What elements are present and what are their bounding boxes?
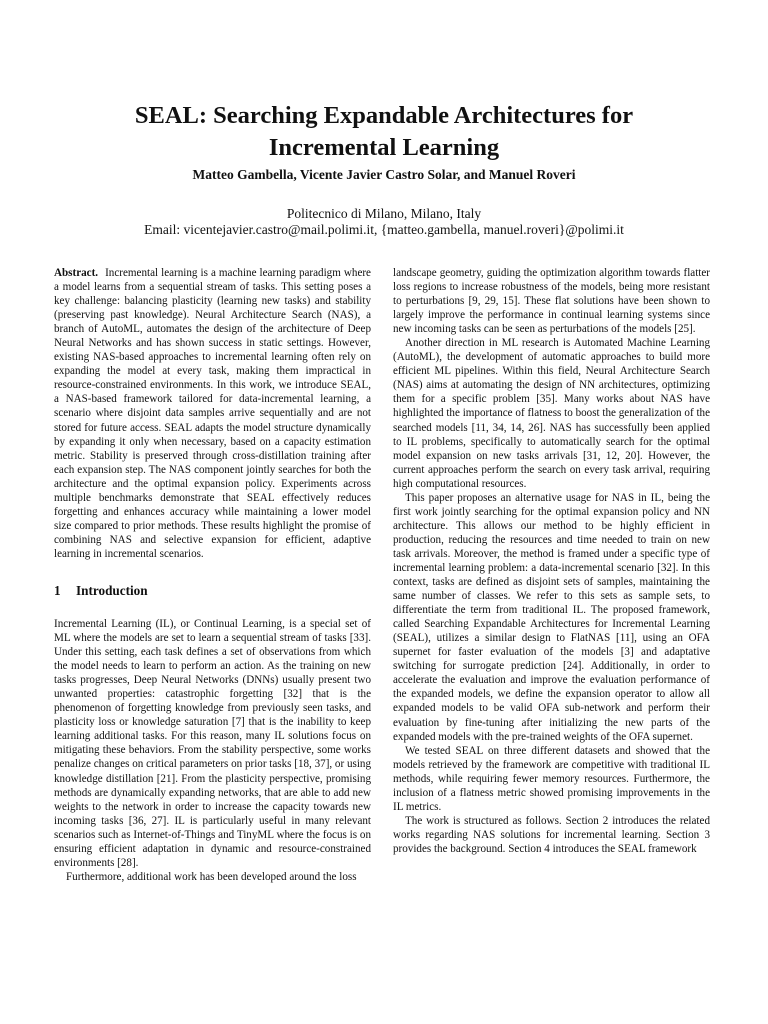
- author-list: Matteo Gambella, Vicente Javier Castro Solar, and Manuel Roveri: [192, 167, 576, 182]
- intro-paragraph: Another direction in ML research is Automated Machine Learning (AutoML), the development of automatic approaches to build more efficient ML pipelines. Within this field, Neural Architecture Search (NAS) aims at automating the design of NN architectures, optimizing them for a specific problem [35]. Many works about NAS have highlighted the importance of flatness to boost the generalization of the searched models [11, 34, 14, 26]. NAS has successfully been applied to IL problems, specifically to automatically search for the optimal model expansion on new tasks arrivals [31, 12, 20]. However, the current approaches perform the search on every task arrival, requiring high computational resources.: [393, 337, 710, 490]
- section-title: Introduction: [76, 582, 148, 598]
- abstract-text: Incremental learning is a machine learning paradigm where a model learns from a sequential stream of tasks. This setting poses a key challenge: balancing plasticity (learning new tasks) and stability (preserving past knowledge). Neural Architecture Search (NAS), a branch of AutoML, automates the design of the architecture of Deep Neural Networks and has shown success in static settings. However, existing NAS-based approaches to incremental learning often rely on expanding the model at every task, making them impractical in resource-constrained environments. In this work, we introduce SEAL, a NAS-based framework tailored for data-incremental learning, a scenario where disjoint data samples arrive sequentially and are not stored for future access. SEAL adapts the model structure dynamically by expanding it only when necessary, based on a capacity estimation metric. Stability is preserved through cross-distillation training after each expansion step. The NAS component jointly searches for both the architecture and the optimal expansion policy. Experiments across multiple benchmarks demonstrate that SEAL effectively reduces forgetting and enhances accuracy while maintaining a lower model size compared to prior methods. These results highlight the promise of combining NAS and selective expansion for efficient, adaptive learning in incremental scenarios.: [54, 267, 371, 560]
- affiliation-block: [60, 206, 708, 238]
- intro-paragraph: We tested SEAL on three different datasets and showed that the models retrieved by the framework are competitive with traditional IL methods, while requiring fewer memory resources. Furthermore, the inclusion of a flatness metric showed promising improvements in the IL metrics.: [393, 744, 710, 813]
- intro-paragraph: landscape geometry, guiding the optimization algorithm towards flatter loss regions to increase robustness of the models, being more resistant to perturbations [9, 29, 15]. These flat solutions have been shown to largely improve the performance in continual learning systems since new incoming tasks can be seen as perturbations of the models [25].: [393, 267, 710, 336]
- left-column: [54, 266, 371, 884]
- intro-paragraph: The work is structured as follows. Section 2 introduces the related works regarding NAS solutions for incremental learning. Section 3 provides the background. Section 4 introduces the SEAL framework: [393, 814, 710, 855]
- abstract-label: Abstract.: [54, 267, 99, 279]
- section-heading: [54, 583, 371, 599]
- section-number: 1: [54, 582, 61, 598]
- abstract-paragraph: [54, 266, 371, 561]
- email-line: Email: vicentejavier.castro@mail.polimi.it, {matteo.gambella, manuel.roveri}@polimi.it: [144, 222, 624, 237]
- right-column: [393, 266, 710, 856]
- intro-paragraph: Furthermore, additional work has been developed around the loss: [66, 870, 357, 883]
- intro-paragraph: Incremental Learning (IL), or Continual Learning, is a special set of ML where the models are set to learn a sequential stream of tasks [33]. Under this setting, each task defines a set of observations from which the model needs to learn to perform an action. As the training on new tasks progresses, Deep Neural Networks (DNNs) usually present two unwanted properties: catastrophic forgetting [32] that is the phenomenon of forgetting knowledge from previously seen tasks, and plasticity loss or knowledge saturation [7] that is the inability to keep learning additional tasks. For this reason, many IL solutions focus on mitigating these behaviors. From the stability perspective, some works penalize changes on critical parameters on prior tasks [18, 37], or using knowledge distillation [21]. From the plasticity perspective, promising methods are dynamically expanding networks, that are able to add new weights to the network in order to increase the capacity towards new incoming tasks [36, 27]. IL is particularly useful in many relevant scenarios such as Internet-of-Things and TinyML where the focus is on ensuring efficient adaptation in dynamic and resource-constrained environments [28].: [54, 617, 371, 869]
- intro-paragraph: This paper proposes an alternative usage for NAS in IL, being the first work jointly searching for the optimal expansion policy and NN architecture. This allows our method to be highly efficient in production, reducing the resources and time needed to train on new task arrivals. Moreover, the method is framed under a specific type of incremental learning problem: a data-incremental scenario [32]. In this context, tasks are defined as disjoint sets of samples, maintaining the same number of classes. We refer to this sets as sample sets, to differentiate the term from traditional IL. The proposed framework, called Searching Expandable Architectures for Incremental Learning (SEAL), utilizes a similar design to FlatNAS [11], using an OFA supernet for faster evaluation of the models [3] and adaptative switching for surrogate prediction [24]. Additionally, in order to accelerate the evaluation and improve the evaluation performance of the expanded models, we define the expansion operator to allow all expanded models to be valid OFA sub-network and perform their evaluation by fine-tuning after initializing the new parts of the expanded models with the pre-trained weights of the OFA supernet.: [393, 491, 710, 743]
- affiliation: Politecnico di Milano, Milano, Italy: [286, 206, 482, 221]
- title-line-1: SEAL: Searching Expandable Architectures for: [134, 102, 634, 129]
- title-line-2: Incremental Learning: [268, 134, 500, 161]
- paper-title: [60, 100, 708, 164]
